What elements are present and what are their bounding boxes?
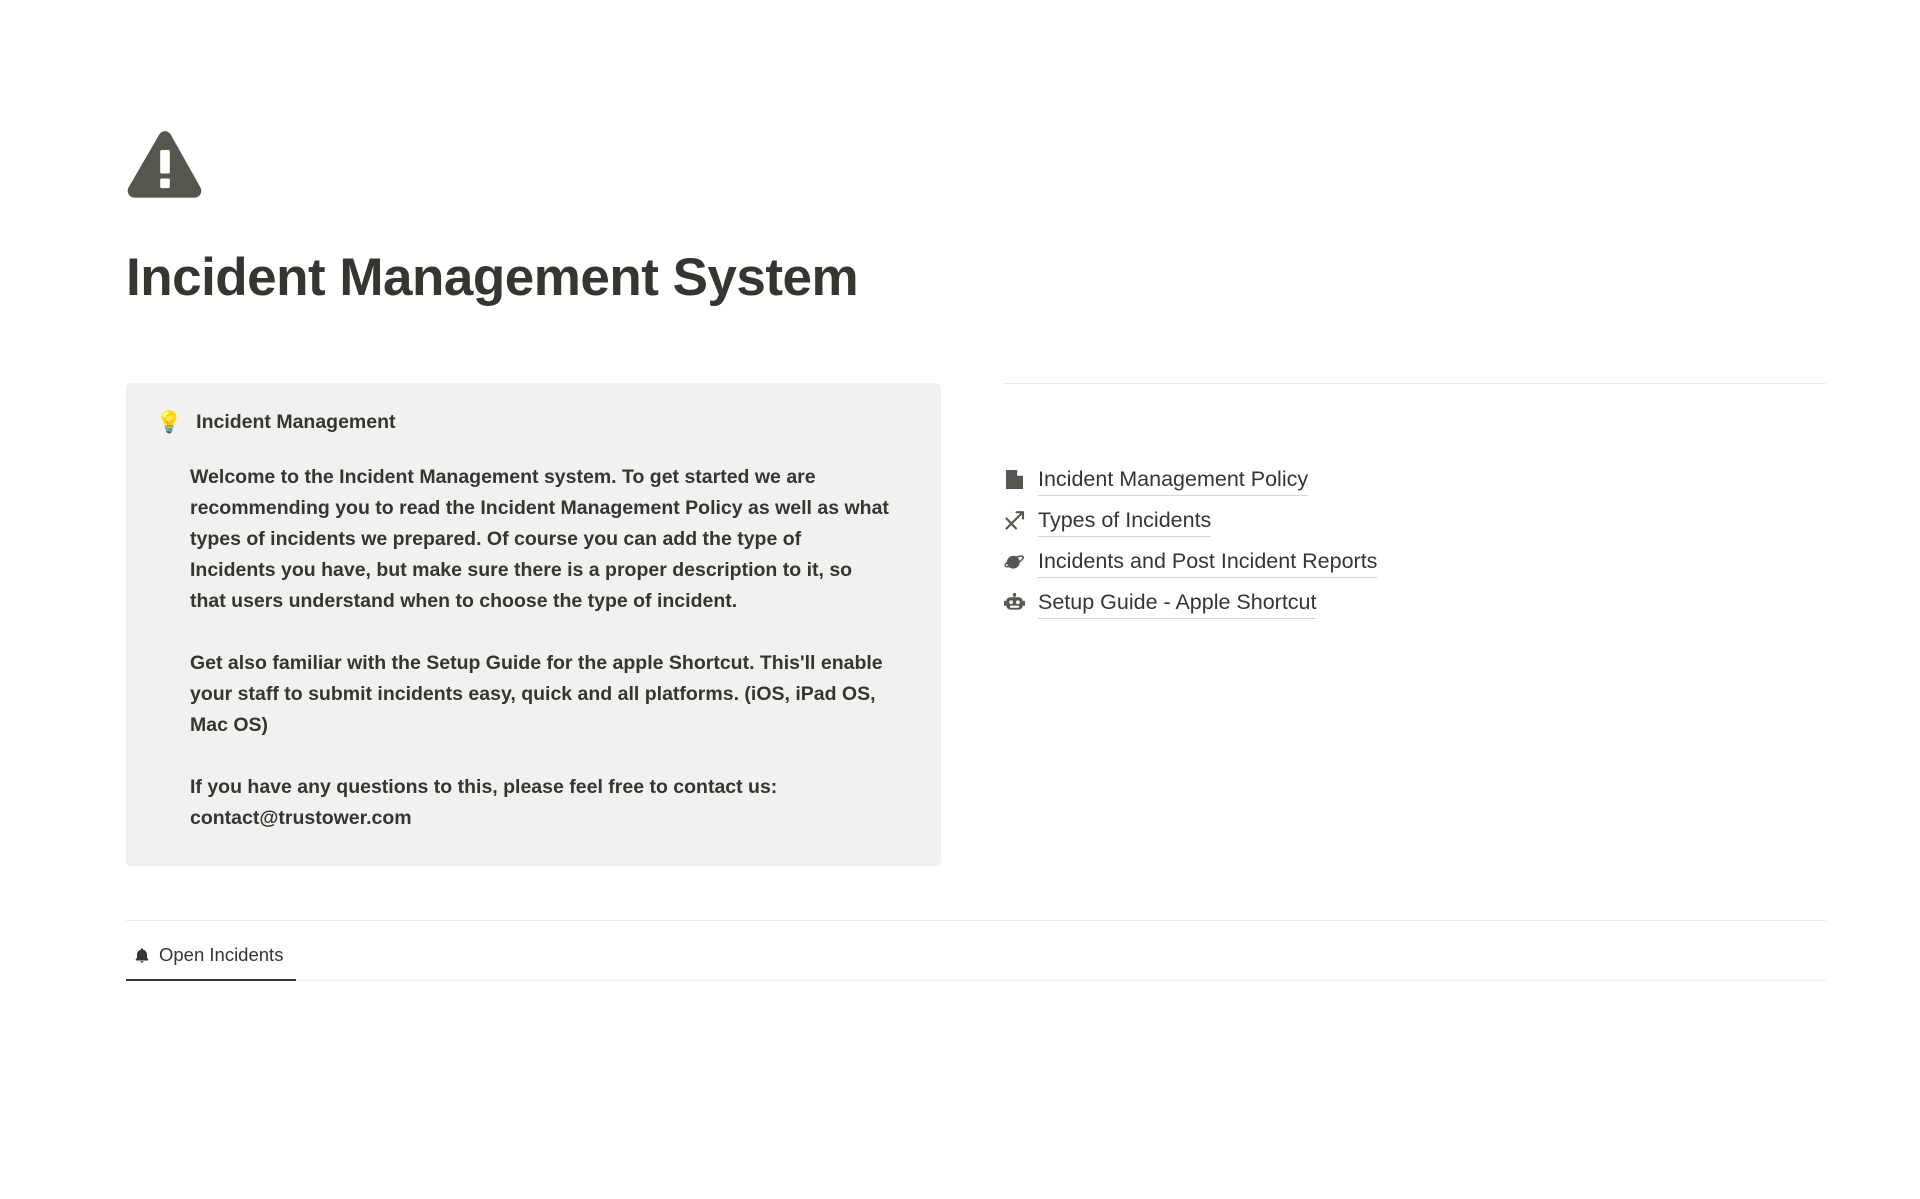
callout-block (126, 383, 941, 866)
tab-bar-area (126, 920, 1826, 981)
tab-open-incidents[interactable] (126, 944, 296, 980)
callout-body (156, 462, 901, 834)
bell-icon (134, 947, 150, 964)
page-link-list (1003, 459, 1826, 623)
warning-triangle-icon (126, 128, 1826, 200)
callout-header (156, 409, 901, 436)
saturn-planet-icon (1003, 552, 1026, 571)
link-label: Incidents and Post Incident Reports (1038, 546, 1377, 578)
page-document-icon (1003, 469, 1026, 490)
link-label: Incident Management Policy (1038, 464, 1308, 496)
link-incidents-and-post-incident-reports[interactable] (1003, 541, 1826, 582)
callout-paragraph: Welcome to the Incident Management system. To get started we are recommending you to read the Incident Management Policy as well as what types of incidents we prepared. Of course you can add the type of Incidents you have, but make sure there is a proper description to it, so that users understand when to choose the type of incident. (190, 466, 889, 612)
page-title: Incident Management System (126, 248, 859, 307)
link-label: Types of Incidents (1038, 505, 1211, 537)
lightbulb-icon: 💡 (156, 410, 183, 434)
crossed-arrows-icon (1003, 510, 1026, 531)
page-header (126, 128, 1826, 309)
tab-bar (126, 921, 1826, 981)
right-column (1003, 383, 1826, 623)
right-column-divider (1003, 383, 1826, 384)
link-setup-guide-apple-shortcut[interactable] (1003, 582, 1826, 623)
link-label: Setup Guide - Apple Shortcut (1038, 587, 1316, 619)
robot-icon (1003, 593, 1026, 613)
content-columns (126, 383, 1826, 866)
tab-label: Open Incidents (159, 944, 284, 965)
left-column (126, 383, 941, 866)
callout-paragraph: Get also familiar with the Setup Guide for the apple Shortcut. This'll enable your staff to submit incidents easy, quick and all platforms. (iOS, iPad OS, Mac OS) (190, 652, 883, 736)
callout-paragraph: If you have any questions to this, please feel free to contact us: contact@trustower.com (190, 776, 778, 829)
callout-title: Incident Management (196, 411, 396, 433)
link-incident-management-policy[interactable] (1003, 459, 1826, 500)
link-types-of-incidents[interactable] (1003, 500, 1826, 541)
